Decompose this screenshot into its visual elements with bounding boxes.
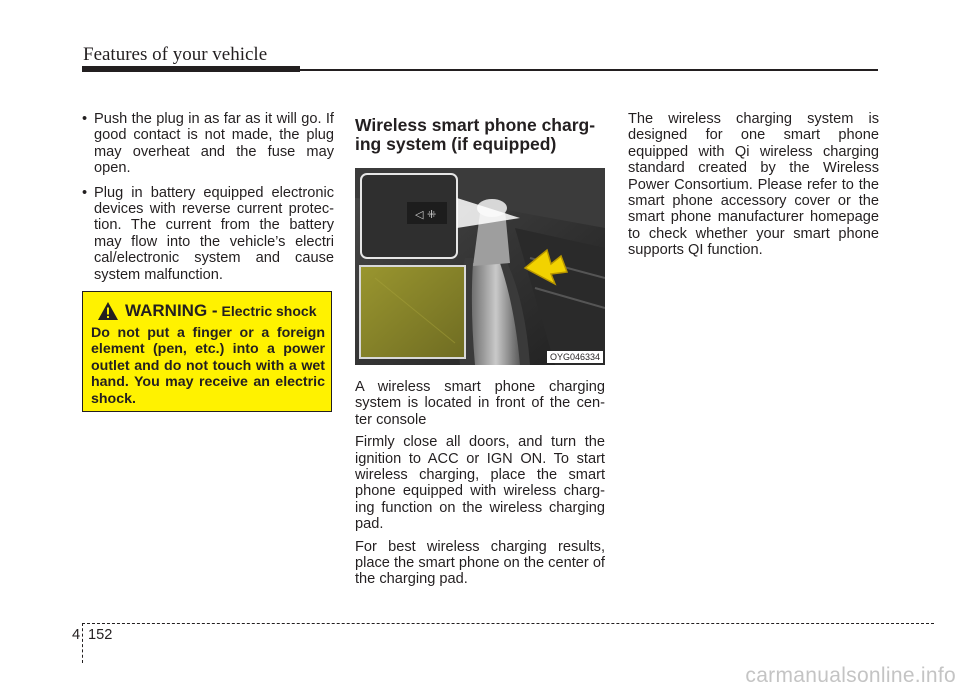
paragraph-best-results: For best wireless charging results, place the smart phone on the center of the charging pad. [355,538,605,588]
svg-text:◁ ⁜: ◁ ⁜ [415,208,437,221]
paragraph-start-charging: Firmly close all doors, and turn the ignition to ACC or IGN ON. To start wireless charging, place the smart phone equipped with wireless charg- ing function on the wireless charging pad. [355,434,605,533]
middle-column [355,116,605,594]
header-rule-thick [82,66,300,72]
page-header-title: Features of your vehicle [83,44,268,65]
footer-divider [82,623,83,663]
paragraph-qi-standard: The wireless charging system is designed for one smart phone equipped with Qi wireless charging standard created by the Wireless Power Consortium. Please refer to the smart phone accessory cover or the smart phone manufacturer homepage to check whether your smart phone supports QI function. [628,111,879,259]
chapter-number: 4 [72,627,81,643]
footer-rule [82,623,934,624]
bullet-item-battery-devices: • Plug in battery equipped electronic devices with reverse current protec- tion. The current from the battery may flow into the vehicle’s electri cal/electronic system and cause system malfunction. [82,185,334,283]
warning-body: Do not put a finger or a foreign element (pen, etc.) into a power outlet and do not touch with a wet hand. You may receive an electric shock. [91,325,325,407]
watermark: carmanualsonline.info [745,664,956,687]
figure-code: OYG046334 [547,351,603,363]
bullet-item-plug: • Push the plug in as far as it will go. If good contact is not made, the plug may overheat and the fuse may open. [82,111,334,177]
warning-box [82,291,332,412]
warning-header [97,301,316,321]
page-number: 152 [88,627,113,643]
warning-triangle-icon [97,301,119,321]
warning-subtitle: Electric shock [221,303,317,319]
left-column [82,111,334,291]
header-rule-thin [300,69,878,71]
right-column [628,111,879,265]
charging-pad-figure [355,168,605,365]
warning-title: WARNING - [125,301,218,320]
center-console-illustration [355,168,605,365]
bullet-list [82,111,334,283]
section-heading: Wireless smart phone charg- ing system (if equipped) [355,115,596,154]
paragraph-location: A wireless smart phone charging system is located in front of the cen- ter console [355,379,605,428]
